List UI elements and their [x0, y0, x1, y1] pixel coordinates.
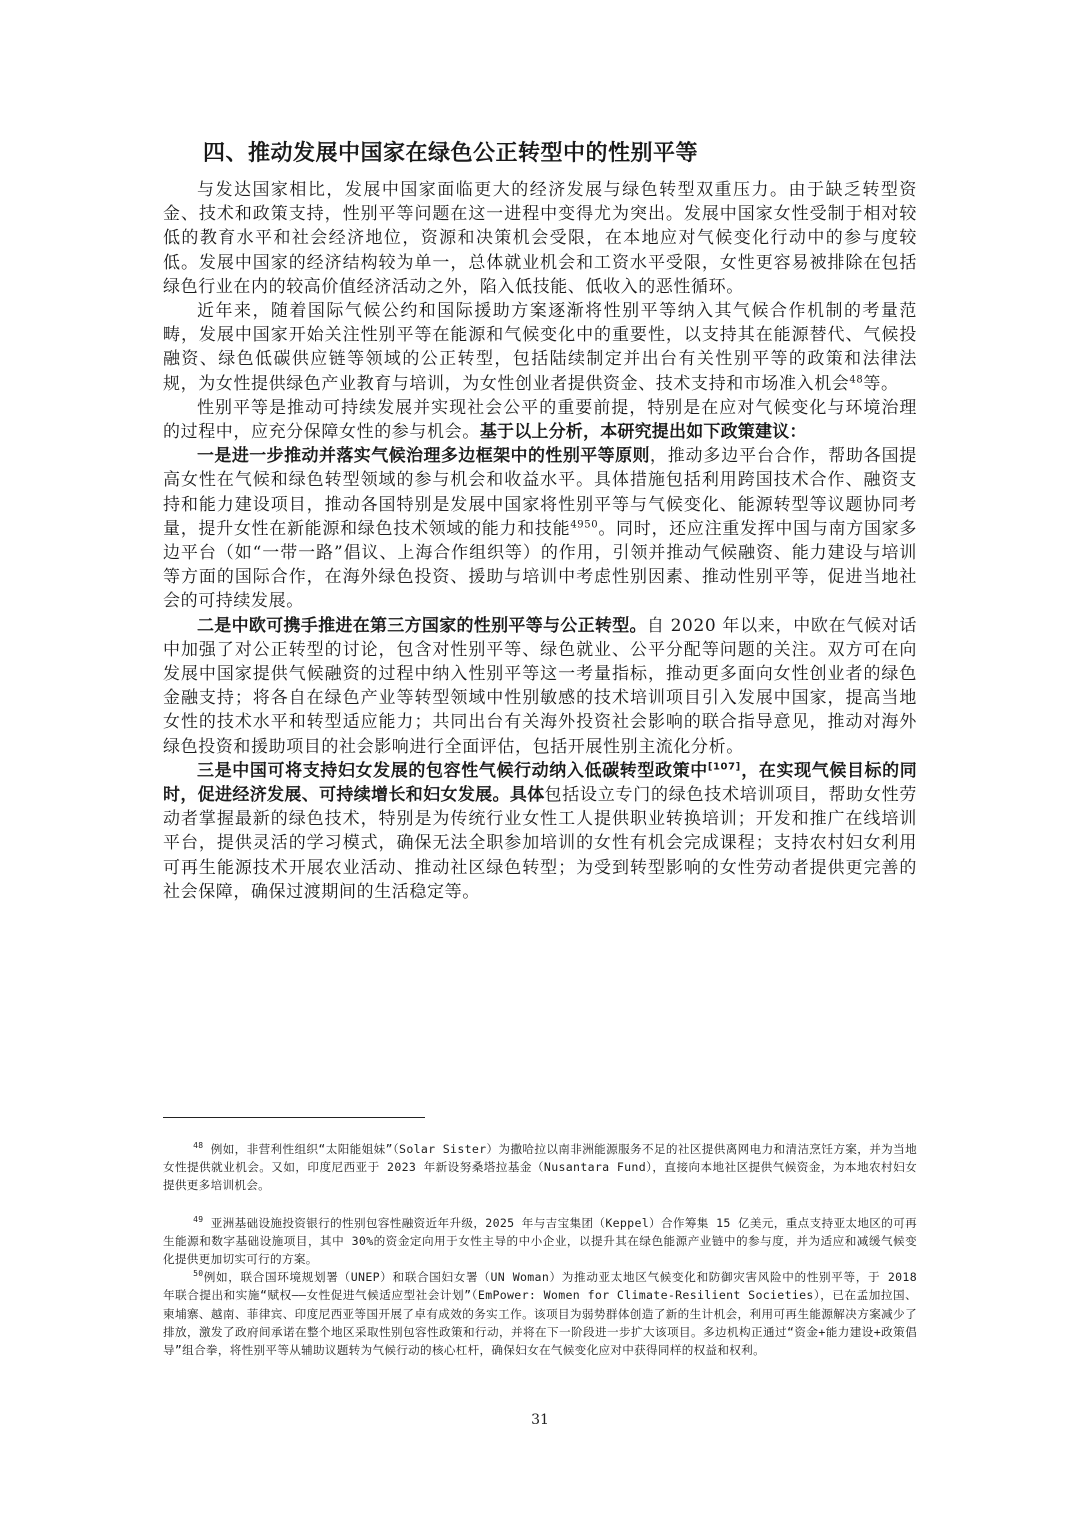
- paragraph-3-text: 性别平等是推动可持续发展并实现社会公平的重要前提，特别是在应对气候变化与环境治理的过程中，应充分保障女性的参与机会。: [163, 397, 917, 443]
- paragraph-4-tail: 。同时，还应注重发挥中国与南方国家多边平台（如“一带一路”倡议、上海合作组织等）的作用，引领并推动气候融资、能力建设与培训等方面的国际合作，在海外绿色投资、援助与培训中考虑性别因素、推动性别平等，促进当地社会的可持续发展。: [163, 518, 917, 612]
- recommendation-1-heading: 一是进一步推动并落实气候治理多边框架中的性别平等原则: [197, 446, 650, 467]
- footnotes: [163, 1140, 917, 1359]
- body-text: [163, 178, 917, 904]
- footnote-text: 例如，非营利性组织“太阳能姐妹”（Solar Sister）为撒哈拉以南非洲能源服务不足的社区提供离网电力和清洁烹饪方案，并为当地女性提供就业机会。又如，印度尼西亚于 2023 年新设努桑塔拉基金（Nusantara Fund），直接向本地社区提供气候资金，为本地农村妇女提供更多培训机会。: [163, 1142, 917, 1193]
- footnote-ref-49-50[interactable]: 4950: [570, 519, 599, 531]
- footnote-number: 49: [193, 1214, 204, 1224]
- footnote-divider: [163, 1117, 425, 1118]
- paragraph-1: [163, 178, 917, 299]
- footnote-50: [163, 1268, 917, 1359]
- footnote-ref-48[interactable]: 48: [849, 373, 864, 385]
- footnote-text: 亚洲基础设施投资银行的性别包容性融资近年升级，2025 年与吉宝集团（Keppel）合作筹集 15 亿美元，重点支持亚太地区的可再生能源和数字基础设施项目，其中 30%的资金定向用于女性主导的中小企业，以提升其在绿色能源产业链中的参与度，并为适应和减缓气候变化提供更加切实可行的方案。: [163, 1215, 917, 1267]
- paragraph-5-text: 自 2020 年以来，中欧在气候对话中加强了对公正转型的讨论，包含对性别平等、绿色就业、公平分配等问题的关注。双方可在向发展中国家提供气候融资的过程中纳入性别平等这一考量指标，推动更多面向女性创业者的绿色金融支持；将各自在绿色产业等转型领域中性别敏感的技术培训项目引入发展中国家，提高当地女性的技术水平和转型适应能力；共同出台有关海外投资社会影响的联合指导意见，推动对海外绿色投资和援助项目的社会影响进行全面评估，包括开展性别主流化分析。: [163, 615, 918, 757]
- paragraph-5: [163, 614, 917, 759]
- paragraph-6: [163, 759, 917, 904]
- footnote-49: [163, 1214, 917, 1269]
- footnote-number: 48: [193, 1141, 204, 1151]
- footnote-number: 50: [193, 1269, 204, 1279]
- recommendation-2-heading: 二是中欧可携手推进在第三方国家的性别平等与公正转型。: [197, 615, 647, 636]
- recommendation-3-heading: 三是中国可将支持妇女发展的包容性气候行动纳入低碳转型政策中: [197, 760, 708, 781]
- section-title: 四、推动发展中国家在绿色公正转型中的性别平等: [203, 141, 699, 166]
- paragraph-1-text: 与发达国家相比，发展中国家面临更大的经济发展与绿色转型双重压力。由于缺乏转型资金、技术和政策支持，性别平等问题在这一进程中变得尤为突出。发展中国家女性受制于相对较低的教育水平和社会经济地位，资源和决策机会受限，在本地应对气候变化行动中的参与度较低。发展中国家的经济结构较为单一，总体就业机会和工资水平受限，女性更容易被排除在包括绿色行业在内的较高价值经济活动之外，陷入低技能、低收入的恶性循环。: [163, 180, 917, 297]
- reference-107[interactable]: [107]: [707, 761, 741, 773]
- paragraph-3: [163, 396, 917, 444]
- page-number: 31: [531, 1412, 549, 1428]
- paragraph-2-text: 近年来，随着国际气候公约和国际援助方案逐渐将性别平等纳入其气候合作机制的考量范畴，发展中国家开始关注性别平等在能源和气候变化中的重要性，以支持其在能源替代、气候投融资、绿色低碳供应链等领域的公正转型，包括陆续制定并出台有关性别平等的政策和法律法规，为女性提供绿色产业教育与培训，为女性创业者提供资金、技术支持和市场准入机会: [163, 301, 917, 394]
- recommendation-3-heading-cont: ，在实现气候目标的同时，促进经济发展、可持续增长和妇女发展。具体: [163, 760, 917, 806]
- paragraph-4-text: ，推动多边平台合作，帮助各国提高女性在气候和绿色转型领域的参与机会和收益水平。具体措施包括利用跨国技术合作、融资支持和能力建设项目，推动各国特别是发展中国家将性别平等与气候变化、能源转型等议题协同考量，提升女性在新能源和绿色技术领域的能力和技能: [163, 446, 918, 539]
- paragraph-4: [163, 444, 917, 613]
- paragraph-2-tail: 等。: [863, 373, 899, 394]
- paragraph-2: [163, 299, 917, 396]
- paragraph-3-bold: 基于以上分析，本研究提出如下政策建议：: [479, 422, 807, 443]
- footnote-48: [163, 1140, 917, 1195]
- paragraph-6-text: 包括设立专门的绿色技术培训项目，帮助女性劳动者掌握最新的绿色技术，特别是为传统行业女性工人提供职业转换培训；开发和推广在线培训平台，提供灵活的学习模式，确保无法全职参加培训的女性有机会完成课程；支持农村妇女利用可再生能源技术开展农业活动、推动社区绿色转型；为受到转型影响的女性劳动者提供更完善的社会保障，确保过渡期间的生活稳定等。: [163, 785, 917, 902]
- footnote-text: 例如，联合国环境规划署（UNEP）和联合国妇女署（UN Woman）为推动亚太地区气候变化和防御灾害风险中的性别平等，于 2018 年联合提出和实施“赋权——女性促进气候适应型社会计划”（EmPower: Women for Climate-Resilient Societies），已在孟加拉国、柬埔寨、越南、菲律宾、印度尼西亚等国开展了卓有成效的务实工作。该项目为弱势群体创造了新的生计机会，利用可再生能源解决方案减少了排放，激发了政府间承诺在整个地区采取性别包容性政策和行动，并将在下一阶段进一步扩大该项目。多边机构正通过“资金+能力建设+政策倡导”组合拳，将性别平等从辅助议题转为气候行动的核心杠杆，确保妇女在气候变化应对中获得同样的权益和权利。: [163, 1270, 917, 1358]
